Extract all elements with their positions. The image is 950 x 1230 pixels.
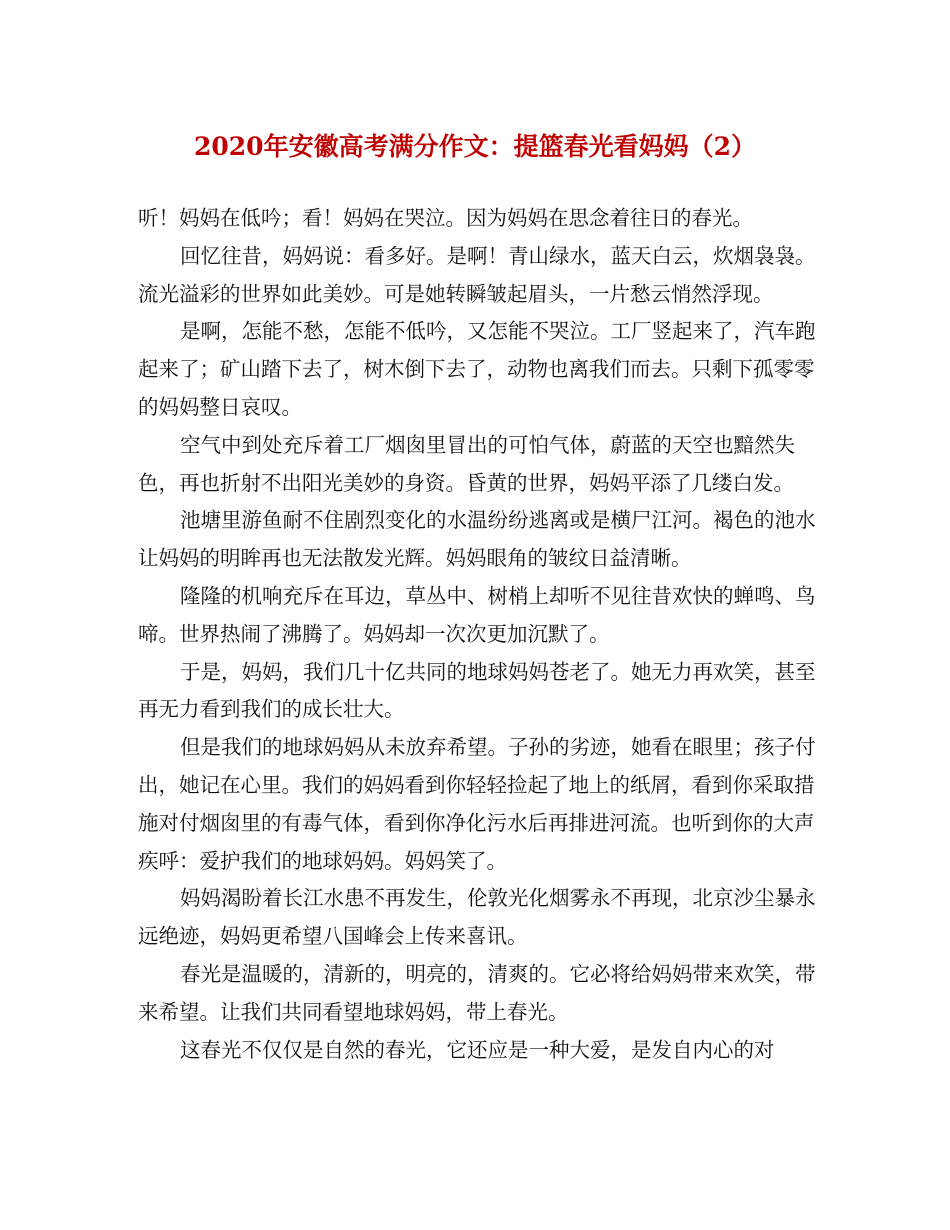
paragraph: 池塘里游鱼耐不住剧烈变化的水温纷纷逃离或是横尸江河。褐色的池水让妈妈的明眸再也无法散发光辉。妈妈眼角的皱纹日益清晰。 <box>138 508 816 571</box>
paragraph: 听！妈妈在低吟；看！妈妈在哭泣。因为妈妈在思念着往日的春光。 <box>138 206 753 230</box>
paragraph: 空气中到处充斥着工厂烟囱里冒出的可怕气体，蔚蓝的天空也黯然失色，再也折射不出阳光美妙的身资。昏黄的世界，妈妈平添了几缕白发。 <box>138 432 795 495</box>
paragraph: 但是我们的地球妈妈从未放弃希望。子孙的劣迹，她看在眼里；孩子付出，她记在心里。我们的妈妈看到你轻轻捡起了地上的纸屑，看到你采取措施对付烟囱里的有毒气体，看到你净化污水后再排进河流。也听到你的大声疾呼：爱护我们的地球妈妈。妈妈笑了。 <box>138 735 816 873</box>
paragraph: 是啊，怎能不愁，怎能不低吟，又怎能不哭泣。工厂竖起来了，汽车跑起来了；矿山踏下去了，树木倒下去了，动物也离我们而去。只剩下孤零零的妈妈整日哀叹。 <box>138 319 816 419</box>
paragraph: 于是，妈妈，我们几十亿共同的地球妈妈苍老了。她无力再欢笑，甚至再无力看到我们的成长壮大。 <box>138 659 816 722</box>
paragraph: 这春光不仅仅是自然的春光，它还应是一种大爱，是发自内心的对 <box>180 1037 775 1062</box>
document-title: 2020年安徽高考满分作文：提篮春光看妈妈（2） <box>194 132 756 161</box>
paragraph: 回忆往昔，妈妈说：看多好。是啊！青山绿水，蓝天白云，炊烟袅袅。流光溢彩的世界如此美妙。可是她转瞬皱起眉头，一片愁云悄然浮现。 <box>138 243 816 306</box>
paragraph: 春光是温暖的，清新的，明亮的，清爽的。它必将给妈妈带来欢笑，带来希望。让我们共同看望地球妈妈，带上春光。 <box>138 961 816 1024</box>
document-body <box>138 200 818 1069</box>
paragraph: 妈妈渴盼着长江水患不再发生，伦敦光化烟雾永不再现，北京沙尘暴永远绝迹，妈妈更希望八国峰会上传来喜讯。 <box>138 886 816 949</box>
paragraph: 隆隆的机响充斥在耳边，草丛中、树梢上却听不见往昔欢快的蝉鸣、鸟啼。世界热闹了沸腾了。妈妈却一次次更加沉默了。 <box>138 583 816 646</box>
